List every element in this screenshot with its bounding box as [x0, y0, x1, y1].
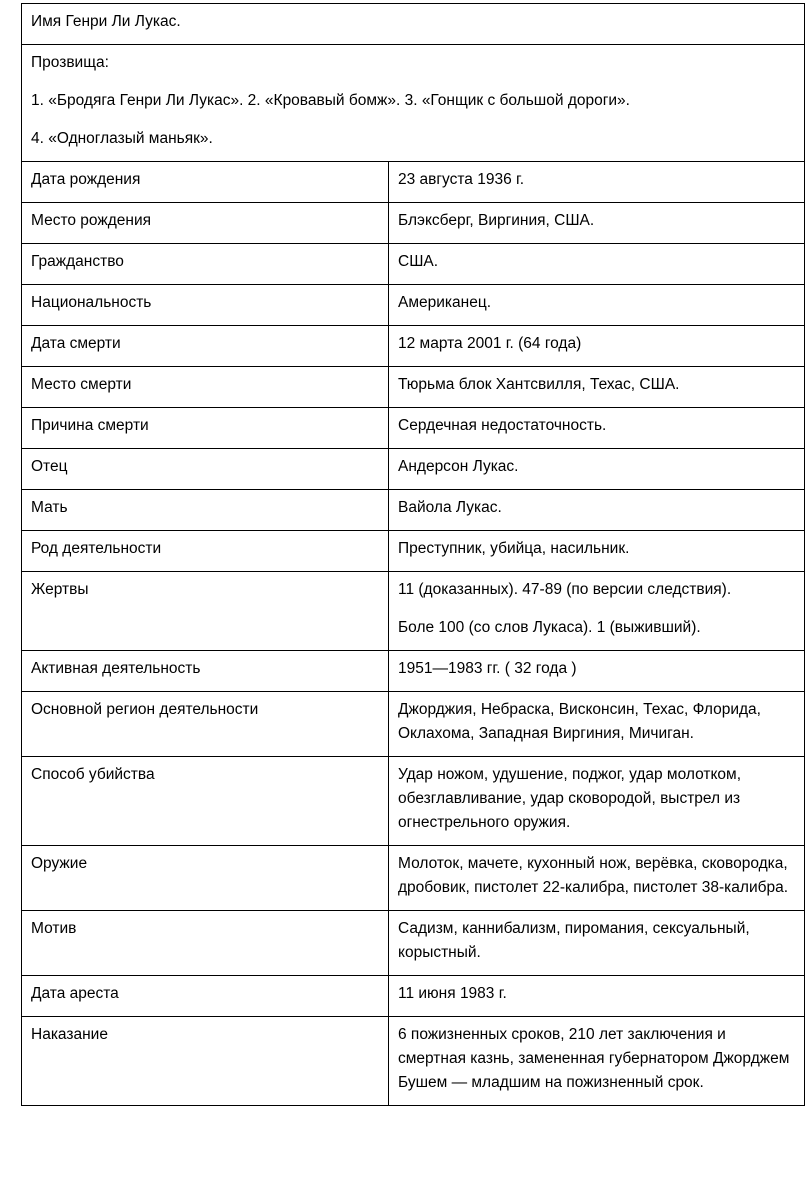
row-value-cell	[389, 846, 805, 911]
table-row	[22, 1017, 805, 1106]
row-value: Сердечная недостаточность.	[398, 417, 607, 434]
table-row	[22, 911, 805, 976]
row-label: Дата ареста	[31, 985, 119, 1002]
row-label-cell	[22, 285, 389, 326]
table-row	[22, 572, 805, 651]
row-value: Тюрьма блок Хантсвилля, Техас, США.	[398, 376, 680, 393]
row-value: 1951—1983 гг. ( 32 года )	[398, 660, 577, 677]
nicknames-line: 1. «Бродяга Генри Ли Лукас». 2. «Кровавый бомж». 3. «Гонщик с большой дороги».	[31, 92, 630, 109]
row-label: Мать	[31, 499, 68, 516]
row-value-cell	[389, 911, 805, 976]
row-label-cell	[22, 911, 389, 976]
row-value: Андерсон Лукас.	[398, 458, 519, 475]
row-label-cell	[22, 757, 389, 846]
name-cell	[22, 4, 805, 45]
row-value: Садизм, каннибализм, пиромания, сексуальный, корыстный.	[398, 920, 750, 961]
row-label-cell	[22, 490, 389, 531]
row-value: Боле 100 (со слов Лукаса). 1 (выживший).	[398, 619, 701, 636]
row-label-cell	[22, 449, 389, 490]
row-value: Американец.	[398, 294, 491, 311]
nicknames-row	[22, 45, 805, 162]
row-value: Преступник, убийца, насильник.	[398, 540, 630, 557]
row-label: Жертвы	[31, 581, 89, 598]
row-value-cell	[389, 490, 805, 531]
row-value: 23 августа 1936 г.	[398, 171, 525, 188]
row-label: Национальность	[31, 294, 152, 311]
row-value: Молоток, мачете, кухонный нож, верёвка, сковородка, дробовик, пистолет 22-калибра, пистолет 38-калибра.	[398, 855, 789, 896]
row-label-cell	[22, 326, 389, 367]
row-value-cell	[389, 572, 805, 651]
row-label: Наказание	[31, 1026, 108, 1043]
row-label: Причина смерти	[31, 417, 149, 434]
table-row	[22, 449, 805, 490]
row-value: 6 пожизненных сроков, 210 лет заключения и смертная казнь, замененная губернатором Джорджем Бушем — младшим на пожизненный срок.	[398, 1026, 790, 1091]
row-label-cell	[22, 367, 389, 408]
row-label-cell	[22, 651, 389, 692]
row-value: 12 марта 2001 г. (64 года)	[398, 335, 582, 352]
row-value: 11 июня 1983 г.	[398, 985, 507, 1002]
table-row	[22, 846, 805, 911]
row-label: Способ убийства	[31, 766, 155, 783]
row-value-cell	[389, 162, 805, 203]
biography-table	[21, 3, 805, 1106]
row-label-cell	[22, 572, 389, 651]
name-text: Имя Генри Ли Лукас.	[31, 13, 181, 30]
table-row	[22, 285, 805, 326]
table-row	[22, 203, 805, 244]
row-label: Мотив	[31, 920, 77, 937]
row-label-cell	[22, 1017, 389, 1106]
row-label-cell	[22, 162, 389, 203]
table-row	[22, 757, 805, 846]
row-value-cell	[389, 285, 805, 326]
row-label: Гражданство	[31, 253, 124, 270]
row-label: Род деятельности	[31, 540, 162, 557]
row-value: Удар ножом, удушение, поджог, удар молотком, обезглавливание, удар сковородой, выстрел из огнестрельного оружия.	[398, 766, 742, 831]
table-row	[22, 692, 805, 757]
table-row	[22, 651, 805, 692]
name-row	[22, 4, 805, 45]
row-value-cell	[389, 203, 805, 244]
row-value: 11 (доказанных). 47-89 (по версии следствия).	[398, 581, 732, 598]
row-label: Место рождения	[31, 212, 152, 229]
row-label: Оружие	[31, 855, 88, 872]
row-value-cell	[389, 976, 805, 1017]
nicknames-line: 4. «Одноглазый маньяк».	[31, 130, 213, 147]
table-row	[22, 326, 805, 367]
row-value-cell	[389, 408, 805, 449]
table-row	[22, 976, 805, 1017]
table-row	[22, 244, 805, 285]
row-label-cell	[22, 976, 389, 1017]
row-label-cell	[22, 408, 389, 449]
row-label: Отец	[31, 458, 68, 475]
table-row	[22, 490, 805, 531]
row-value-cell	[389, 244, 805, 285]
row-label: Дата рождения	[31, 171, 141, 188]
table-row	[22, 408, 805, 449]
row-value-cell	[389, 757, 805, 846]
row-value-cell	[389, 367, 805, 408]
nicknames-heading: Прозвища:	[31, 54, 109, 71]
table-row	[22, 531, 805, 572]
row-label-cell	[22, 244, 389, 285]
row-value-cell	[389, 531, 805, 572]
row-label-cell	[22, 203, 389, 244]
row-label: Активная деятельность	[31, 660, 201, 677]
row-label: Дата смерти	[31, 335, 121, 352]
row-label-cell	[22, 692, 389, 757]
row-value: США.	[398, 253, 439, 270]
row-value-cell	[389, 651, 805, 692]
row-label-cell	[22, 846, 389, 911]
row-value-cell	[389, 449, 805, 490]
row-label: Основной регион деятельности	[31, 701, 259, 718]
row-value: Блэксберг, Виргиния, США.	[398, 212, 595, 229]
row-value-cell	[389, 1017, 805, 1106]
row-value: Джорджия, Небраска, Висконсин, Техас, Флорида, Оклахома, Западная Виргиния, Мичиган.	[398, 701, 761, 742]
row-value-cell	[389, 326, 805, 367]
row-label: Место смерти	[31, 376, 132, 393]
document-page	[21, 3, 804, 1106]
row-label-cell	[22, 531, 389, 572]
row-value-cell	[389, 692, 805, 757]
table-row	[22, 162, 805, 203]
row-value: Вайола Лукас.	[398, 499, 502, 516]
table-row	[22, 367, 805, 408]
nicknames-cell	[22, 45, 805, 162]
